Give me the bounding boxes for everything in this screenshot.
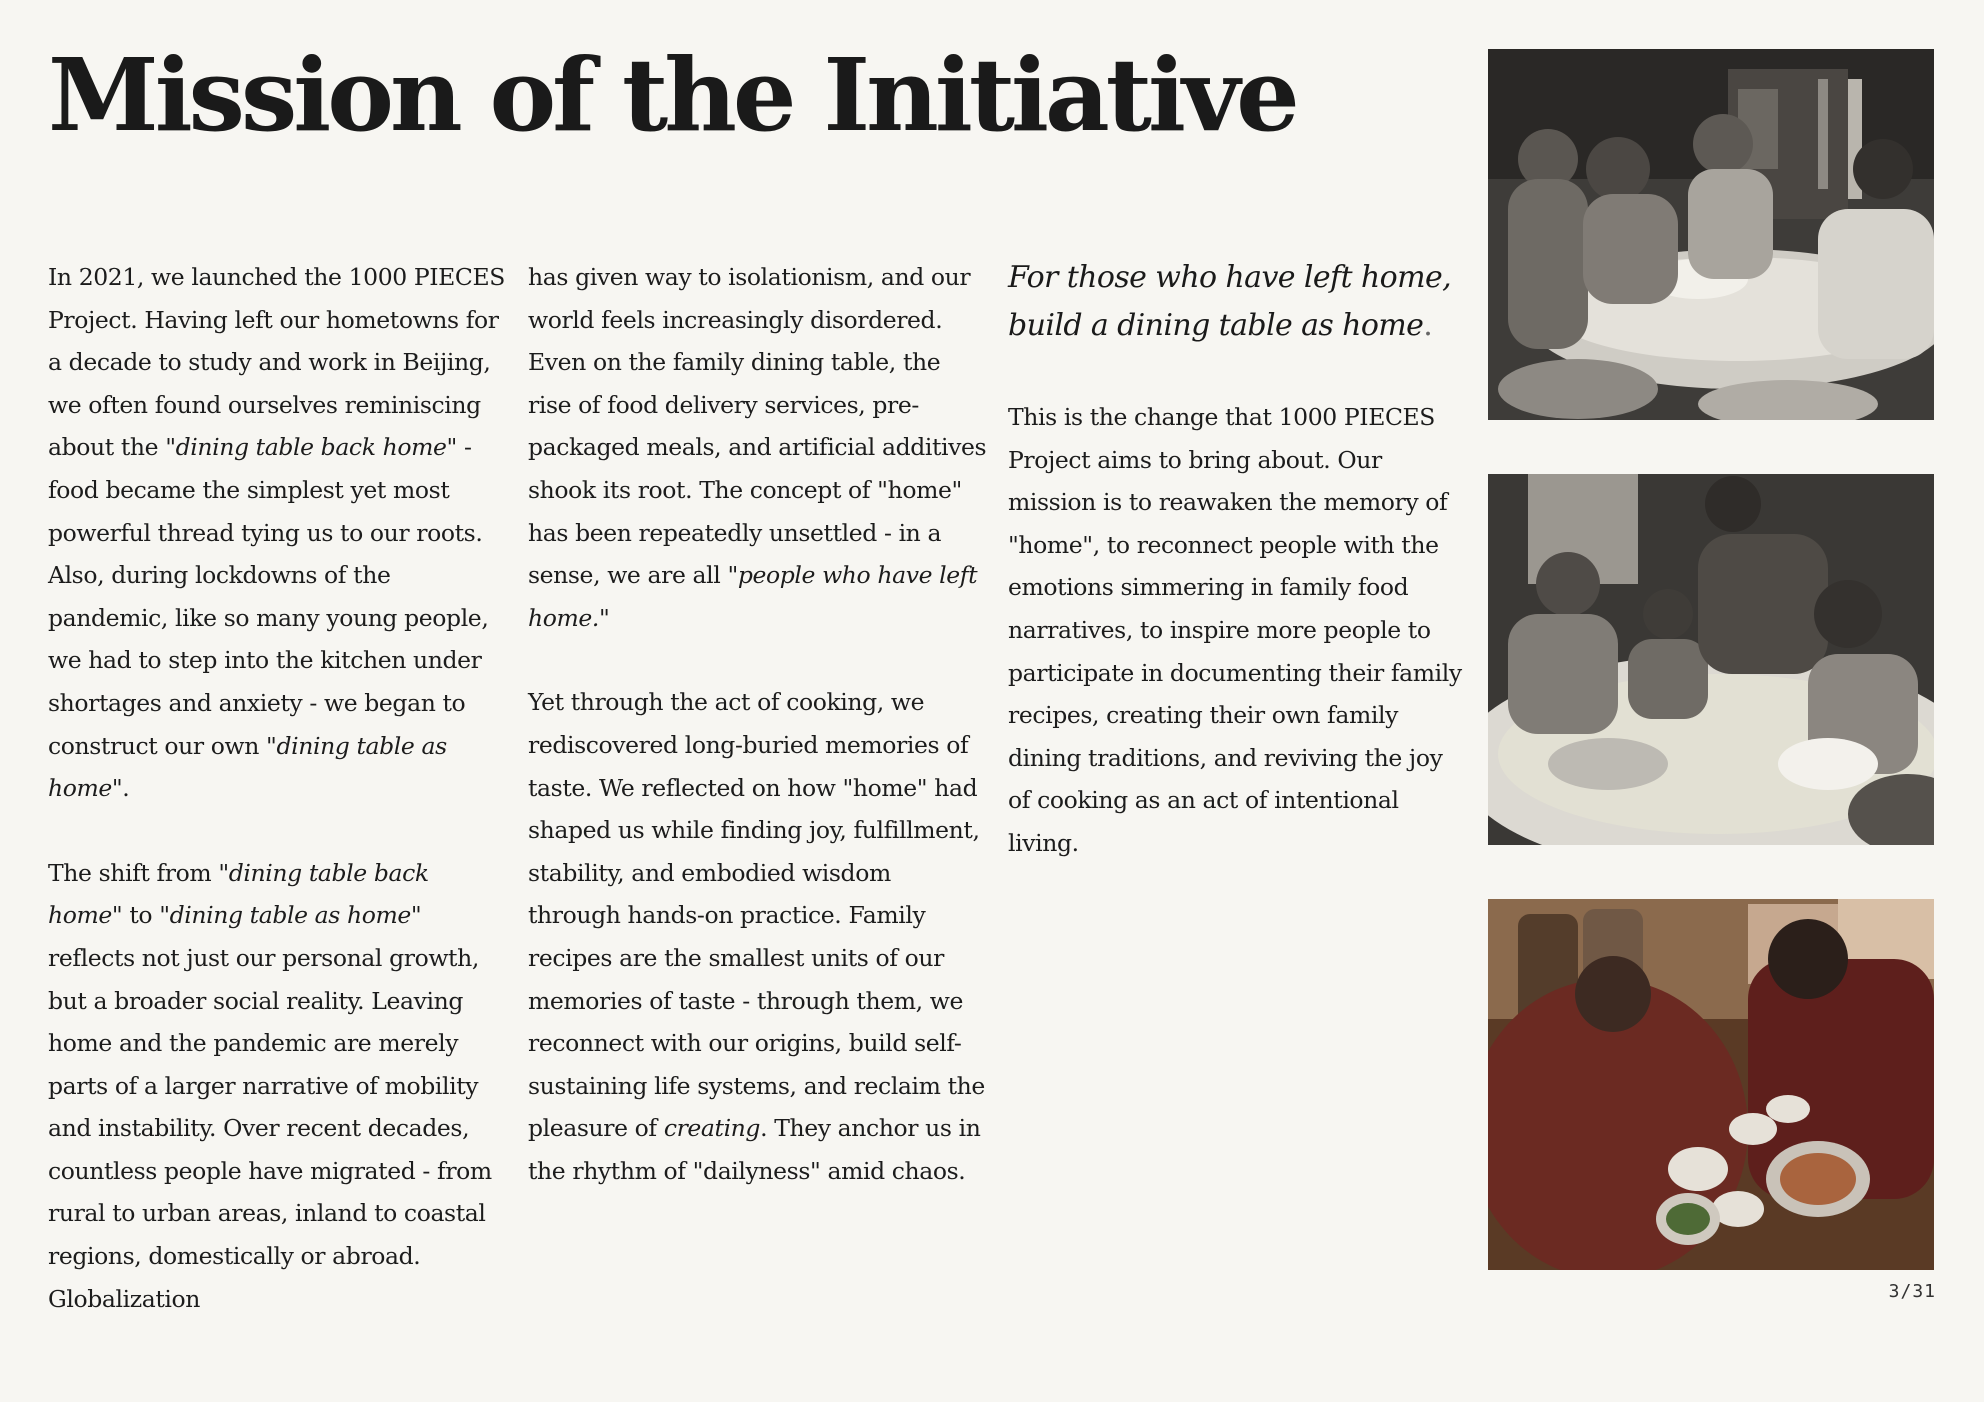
paragraph-shift: The shift from "dining table back home" to "dining table as home" reflects not just our personal growth, but a broader social reality. Leaving home and the pandemic are merely parts of a larger narrative of mobility and instability. Over recent decades, countless people have migrated - from rural to urban areas, inland to coastal regions, domestically or abroad. Globalization — [48, 858, 492, 1313]
text-column-1 — [48, 256, 510, 1320]
photo-family-dumpling-making — [1488, 49, 1934, 420]
paragraph-isolationism: has given way to isolationism, and our world feels increasingly disordered. Even on the family dining table, the rise of food delivery services, pre-packaged meals, and artificial additives shook its root. The concept of "home" has been repeatedly unsettled - in a sense, we are all "people who have left home." — [528, 263, 987, 632]
paragraph-launch: In 2021, we launched the 1000 PIECES Project. Having left our hometowns for a decade to study and work in Beijing, we often found ourselves reminiscing about the "dining table back home" - food became the simplest yet most powerful thread tying us to our roots. Also, during lockdowns of the pandemic, like so many young people, we had to step into the kitchen under shortages and anxiety - we began to construct our own "dining table as home". — [48, 263, 505, 803]
tagline: For those who have left home, build a dining table as home. — [1008, 260, 1452, 343]
paragraph-mission: This is the change that 1000 PIECES Project aims to bring about. Our mission is to reawaken the memory of "home", to reconnect people with the emotions simmering in family food narratives, to inspire more people to participate in documenting their family recipes, creating their own family dining traditions, and reviving the joy of cooking as an act of intentional living. — [1008, 403, 1462, 857]
text-column-2 — [528, 256, 990, 1192]
emphasis-dining-table-back-home: "dining table back home" — [165, 433, 457, 462]
photo-children-at-table — [1488, 474, 1934, 845]
page-number: 3/31 — [1888, 1281, 1936, 1302]
text-column-3 — [1008, 256, 1470, 865]
emphasis-dining-table-as-home: "dining table as home" — [48, 731, 447, 803]
photo-sharing-dishes — [1488, 899, 1934, 1270]
paragraph-cooking: Yet through the act of cooking, we rediscovered long-buried memories of taste. We reflected on how "home" had shaped us while finding joy, fulfillment, stability, and embodied wisdom through hands-on practice. Family recipes are the smallest units of our memories of taste - through them, we reconnect with our origins, build self-sustaining life systems, and reclaim the pleasure of creating. They anchor us in the rhythm of "dailyness" amid chaos. — [528, 688, 985, 1185]
emphasis-people-who-left-home: "people who have left home." — [528, 561, 978, 632]
emphasis-creating: creating — [663, 1114, 761, 1143]
page-title: Mission of the Initiative — [48, 36, 1296, 154]
